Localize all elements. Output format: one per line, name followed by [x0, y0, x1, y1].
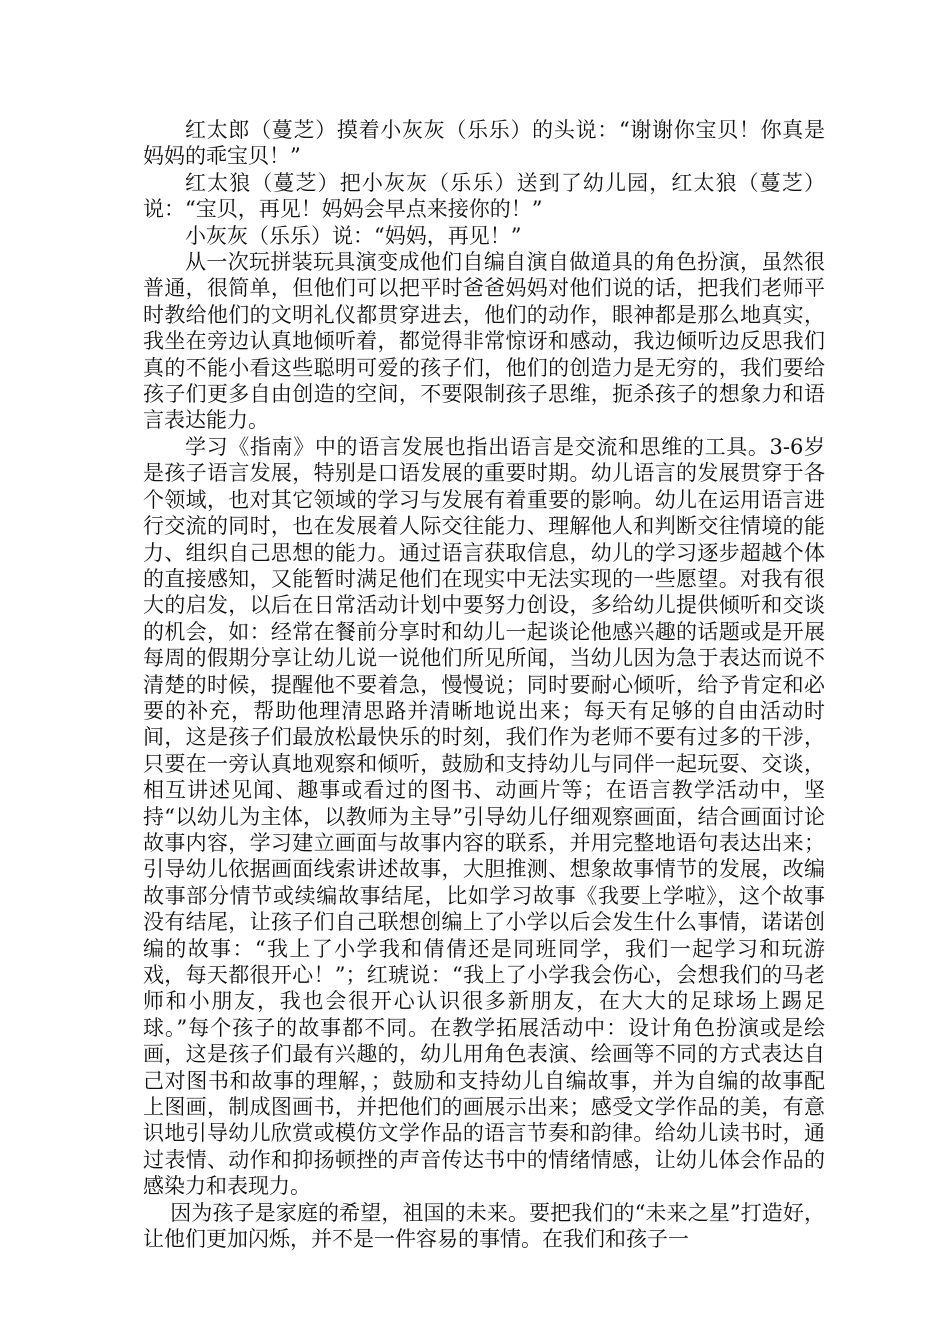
paragraph-1: 红太郎（蔓芝）摸着小灰灰（乐乐）的头说：“谢谢你宝贝！你真是妈妈的乖宝贝！” — [143, 118, 825, 169]
paragraph-2: 红太狼（蔓芝）把小灰灰（乐乐）送到了幼儿园，红太狼（蔓芝）说：“宝贝，再见！妈妈会早点来接你的！” — [143, 170, 825, 222]
paragraph-3: 小灰灰（乐乐）说：“妈妈，再见！” — [185, 223, 522, 248]
paragraph-4: 从一次玩拼装玩具演变成他们自编自演自做道具的角色扮演，虽然很普通，很简单，但他们可以把平时爸爸妈妈对他们说的话，把我们老师平时教给他们的文明礼仪都贯穿进去，他们的动作，眼神都是那么地真实，我坐在旁边认真地倾听着，都觉得非常惊讶和感动，我边倾听边反思我们真的不能小看这些聪明可爱的孩子们，他们的创造力是无穷的，我们要给孩子们更多自由创造的空间，不要限制孩子思维，扼杀孩子的想象力和语言表达能力。 — [143, 250, 825, 433]
paragraph-6: 因为孩子是家庭的希望，祖国的未来。要把我们的“未来之星”打造好，让他们更加闪烁，并不是一件容易的事情。在我们和孩子一 — [143, 1200, 825, 1252]
paragraph-5: 学习《指南》中的语言发展也指出语言是交流和思维的工具。3-6岁是孩子语言发展，特别是口语发展的重要时期。幼儿语言的发展贯穿于各个领域，也对其它领域的学习与发展有着重要的影响。幼儿在运用语言进行交流的同时，也在发展着人际交往能力、理解他人和判断交往情境的能力、组织自己思想的能力。通过语言获取信息，幼儿的学习逐步超越个体的直接感知，又能暂时满足他们在现实中无法实现的一些愿望。对我有很大的启发，以后在日常活动计划中要努力创设，多给幼儿提供倾听和交谈的机会，如：经常在餐前分享时和幼儿一起谈论他感兴趣的话题或是开展每周的假期分享让幼儿说一说他们所见所闻，当幼儿因为急于表达而说不清楚的时候，提醒他不要着急，慢慢说；同时要耐心倾听，给予肯定和必要的补充，帮助他理清思路并清晰地说出来；每天有足够的自由活动时间，这是孩子们最放松最快乐的时刻，我们作为老师不要有过多的干涉，只要在一旁认真地观察和倾听，鼓励和支持幼儿与同伴一起玩耍、交谈，相互讲述见闻、趣事或看过的图书、动画片等；在语言教学活动中，坚持“以幼儿为主体，以教师为主导”引导幼儿仔细观察画面，结合画面讨论故事内容，学习建立画面与故事内容的联系，并用完整地语句表达出来；引导幼儿依据画面线索讲述故事，大胆推测、想象故事情节的发展，改编故事部分情节或续编故事结尾，比如学习故事《我要上学啦》，这个故事没有结尾，让孩子们自己联想创编上了小学以后会发生什么事情，诺诺创编的故事：“我上了小学我和倩倩还是同班同学，我们一起学习和玩游戏，每天都很开心！”；红琥说：“我上了小学我会伤心，会想我们的马老师和小朋友，我也会很开心认识很多新朋友，在大大的足球场上踢足球。”每个孩子的故事都不同。在教学拓展活动中：设计角色扮演或是绘画，这是孩子们最有兴趣的，幼儿用角色表演、绘画等不同的方式表达自己对图书和故事的理解，；鼓励和支持幼儿自编故事，并为自编的故事配上图画，制成图画书，并把他们的画展示出来；感受文学作品的美，有意识地引导幼儿欣赏或模仿文学作品的语言节奏和韵律。给幼儿读书时，通过表情、动作和抑扬顿挫的声音传达书中的情绪情感，让幼儿体会作品的感染力和表现力。 — [143, 434, 825, 1199]
body-text — [143, 117, 825, 1252]
